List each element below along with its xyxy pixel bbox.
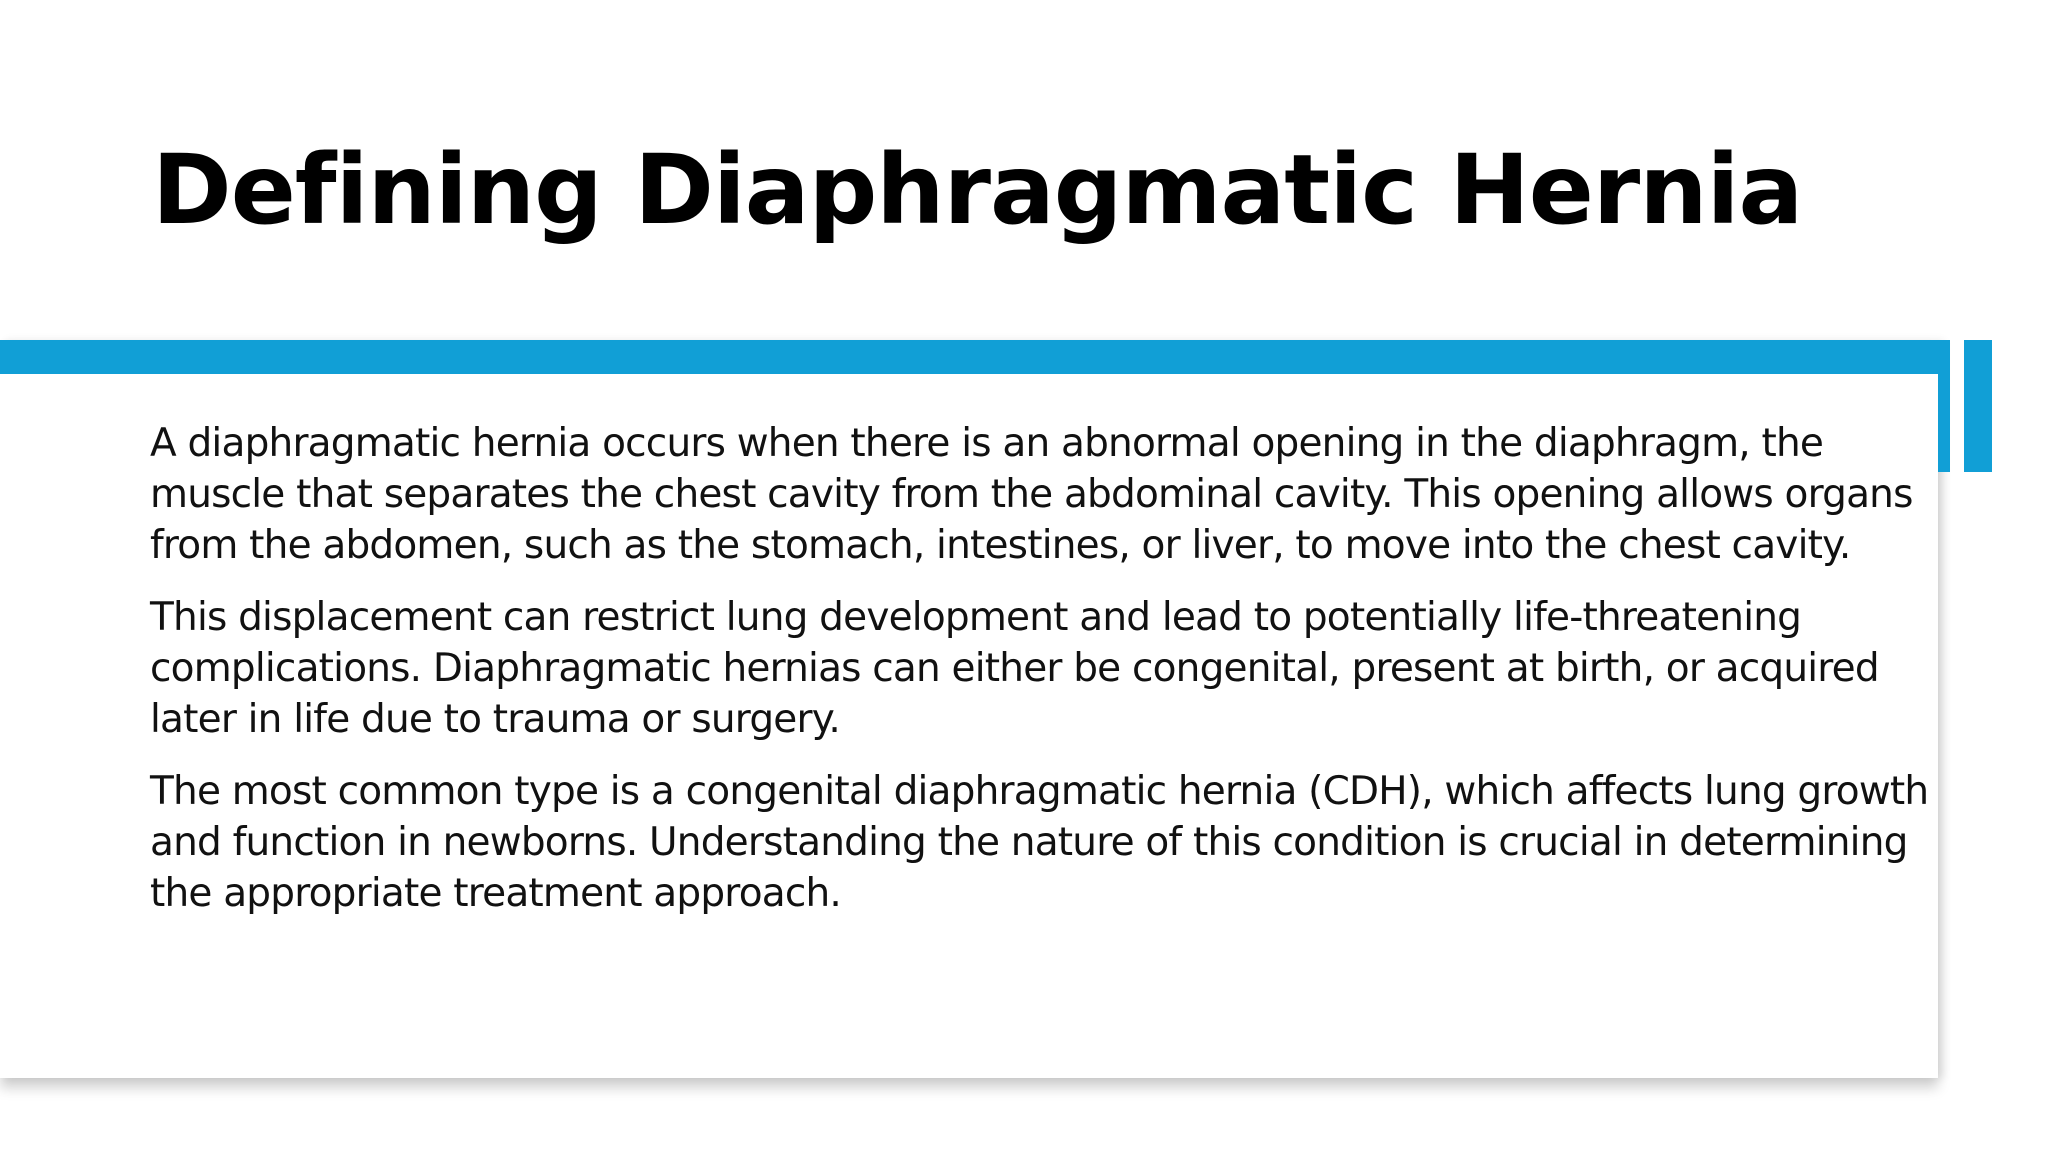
accent-bar xyxy=(0,340,1950,374)
paragraph-complications: This displacement can restrict lung development and lead to potentially life-threatening complications. Diaphragmatic hernias can either be congenital, present at birth, or acquired later in life due to trauma or surgery. xyxy=(150,595,1879,742)
slide-title: Defining Diaphragmatic Hernia xyxy=(152,134,1803,246)
accent-bar-right-inner xyxy=(1938,340,1950,472)
paragraph-cdh: The most common type is a congenital diaphragmatic hernia (CDH), which affects lung growth and function in newborns. Understanding the nature of this condition is crucial in determining the appropriate treatment approach. xyxy=(150,769,1929,916)
paragraph-definition: A diaphragmatic hernia occurs when there is an abnormal opening in the diaphragm, the muscle that separates the chest cavity from the abdominal cavity. This opening allows organs from the abdomen, such as the stomach, intestines, or liver, to move into the chest cavity. xyxy=(150,421,1913,568)
accent-bar-right-outer xyxy=(1964,340,1992,472)
body-text xyxy=(150,418,1930,940)
